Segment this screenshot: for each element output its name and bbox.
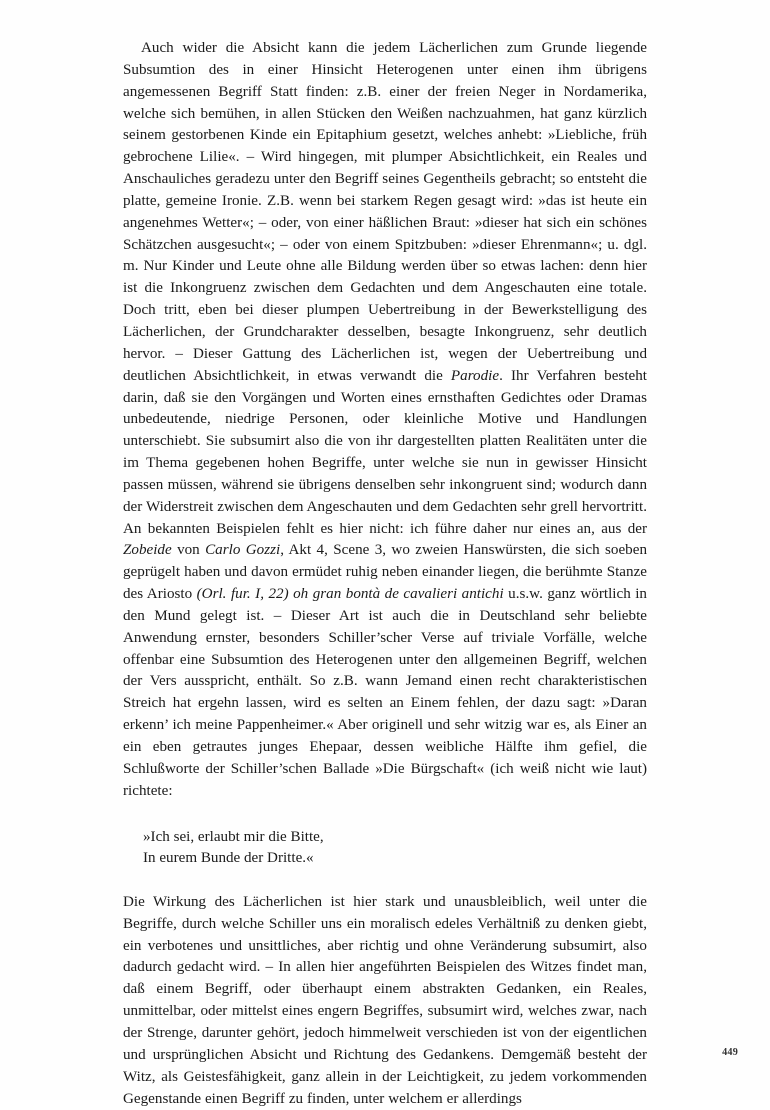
italic-title-run: Zobeide <box>123 542 172 559</box>
italic-title-run: Carlo Gozzi <box>205 542 281 559</box>
italic-title-run: Parodie <box>450 367 500 384</box>
text-run: u.s.w. ganz wörtlich in den Mund gelegt ist. – Dieser Art ist auch die in Deutschland sehr beliebte Anwendung ernster, besonders Schiller’scher Verse auf triviale Vorfälle, welche offenbar eine Subsumtion des Heterogenen unter den allgemeinen Begriff, welchen der Vers ausspricht, enthält. So z.B. wann Jemand einen recht charakteristischen Streich hat ergehn lassen, wird es selten an Einem fehlen, der dazu sagt: »Daran erkenn’ ich meine Pappenheimer.« Aber originell und sehr witzig war es, als Einer an ein eben getrautes junges Ehepaar, dessen weibliche Hälfte ihm gefiel, die Schlußworte der Schiller’schen Ballade »Die Bürgschaft« (ich weiß nicht wie laut) richtete: <box>123 586 647 799</box>
text-run: Auch wider die Absicht kann die jedem Lächerlichen zum Grunde liegende Subsumtion des in einer Hinsicht Heterogenen unter einen ihm übrigens angemessenen Begriff Statt finden: z.B. einer der freien Neger in Nordamerika, welche sich bemühen, in allen Stücken den Weißen nachzuahmen, hat ganz kürzlich seinem gestorbenen Kinde ein Epitaphium gesetzt, welches anhebt: »Liebliche, früh gebrochene Lilie«. – Wird hingegen, mit plumper Absichtlichkeit, ein Reales und Anschauliches geradezu unter den Begriff seines Gegentheils gebracht; so entsteht die platte, gemeine Ironie. Z.B. wenn bei starkem Regen gesagt wird: »das ist heute ein angenehmes Wetter«; – oder, von einer häßlichen Braut: »dieser hat sich ein schönes Schätzchen ausgesucht«; – oder von einem Spitzbuben: »dieser Ehrenmann«; u. dgl. m. Nur Kinder und Leute ohne alle Bildung werden über so etwas lachen: denn hier ist die Inkongruenz zwischen dem Gedachten und dem Angeschauten eine totale. Doch tritt, eben bei dieser plumpen Uebertreibung in der Bewerkstelligung des Lächerlichen, der Grundcharakter desselben, besagte Inkongruenz, sehr deutlich hervor. – Dieser Gattung des Lächerlichen ist, wegen der Uebertreibung und deutlichen Absichtlichkeit, in etwas verwandt die <box>123 40 647 384</box>
page-text-block <box>123 38 647 1110</box>
paragraph-main-first <box>123 38 647 803</box>
verse-line: In eurem Bunde der Dritte.« <box>143 850 314 867</box>
verse-quotation-block <box>123 803 647 871</box>
paragraph-main-second <box>123 892 647 1110</box>
page-number-folio: 449 <box>722 1047 738 1058</box>
italic-title-run: (Orl. fur. I, 22) oh gran bontà de cavalieri antichi <box>196 586 504 603</box>
verse-line: »Ich sei, erlaubt mir die Bitte, <box>143 828 324 845</box>
text-run: Die Wirkung des Lächerlichen ist hier stark und unausbleiblich, weil unter die Begriffe, durch welche Schiller uns ein moralisch edeles Verhältniß zu denken giebt, ein verbotenes und unsittliches, aber richtig und ohne Veränderung subsumirt, also dadurch gedacht wird. – In allen hier angeführten Beispielen des Witzes findet man, daß einem Begriff, oder überhaupt einem abstrakten Gedanken, ein Reales, unmittelbar, oder mittelst eines engern Begriffes, subsumirt wird, welches zwar, nach der Strenge, darunter gehört, jedoch himmelweit verschieden ist von der eigentlichen und ursprünglichen Absicht und Richtung des Gedankens. Demgemäß besteht der Witz, als Geistesfähigkeit, ganz allein in der Leichtigkeit, zu jedem vorkommenden Gegenstande einen Begriff zu finden, unter welchem er allerdings <box>123 893 647 1107</box>
text-run: von <box>171 542 206 559</box>
text-run: . Ihr Verfahren besteht darin, daß sie den Vorgängen und Worten eines ernsthaften Gedichtes oder Dramas unbedeutende, niedrige Personen, oder kleinliche Motive und Handlungen unterschiebt. Sie subsumirt also die von ihr dargestellten platten Realitäten unter die im Thema gegebenen hohen Begriffe, unter welche sie nun in gewisser Hinsicht passen müssen, während sie übrigens denselben sehr inkongruent sind; wodurch dann der Widerstreit zwischen dem Angeschauten und dem Gedachten sehr grell hervortritt. An bekannten Beispielen fehlt es hier nicht: ich führe daher nur eines an, aus der <box>123 367 647 537</box>
text-run: , Akt 4, Scene 3, wo zweien Hanswürsten, die sich soeben geprügelt haben und davon ermüdet ruhig neben einander liegen, die berühmte Stanze des Ariosto <box>123 542 647 603</box>
